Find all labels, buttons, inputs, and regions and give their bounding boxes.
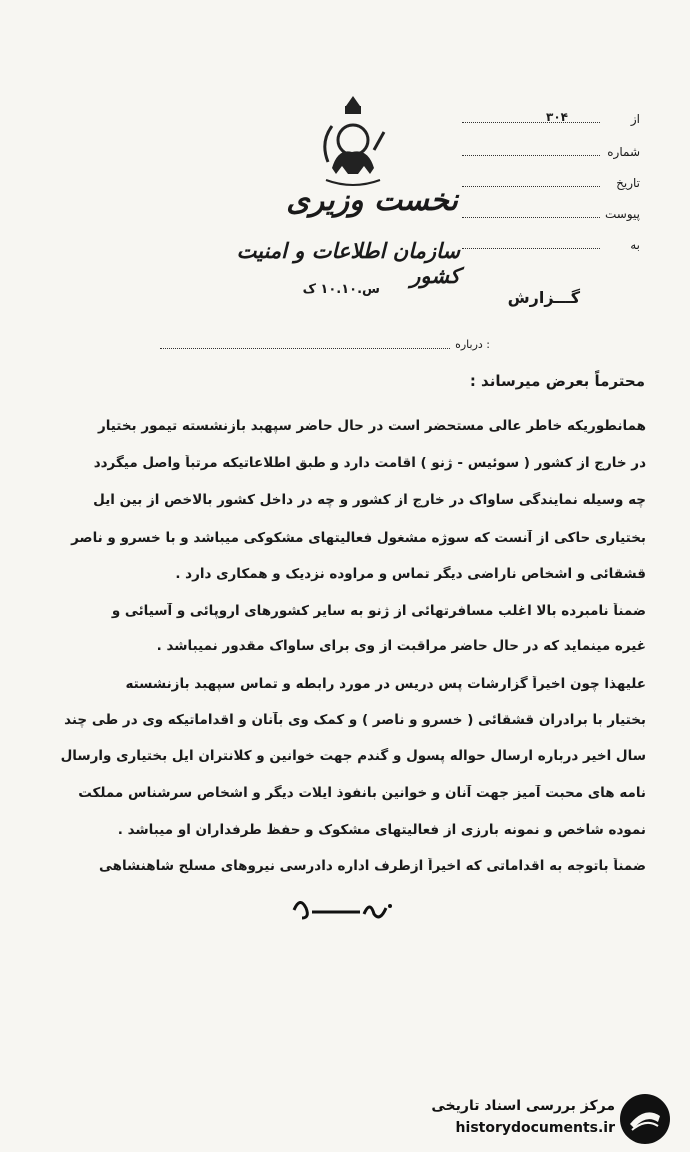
from-value: ۳۰۴ (546, 110, 568, 124)
archive-name: مرکز بررسی اسناد تاریخی (431, 1098, 615, 1114)
date-field (462, 176, 640, 194)
report-type: گـــزارش (507, 288, 580, 307)
from-label: از (630, 112, 640, 126)
body-line: غیره مینماید که در حال حاضر مراقبت از وی برای ساواک مقدور نمیباشد . (156, 638, 646, 654)
body-line: سال اخیر درباره ارسال حواله پسول و گندم جهت خوانین و کلانتران ایل بختیاری وارسال (60, 748, 646, 764)
lion-and-sun-emblem-icon (318, 92, 388, 192)
body-line: ضمناً نامبرده بالا اغلب مسافرتهائی از ژنو به سایر کشورهای اروپائی و آسیائی و (111, 603, 646, 619)
document-number: س.۱۰.۱۰ ک (302, 282, 380, 297)
body-line: چه وسیله نمایندگی ساواک در خارج از کشور و چه در داخل کشور بالاخص از بین ایل (93, 492, 646, 508)
signature (290, 888, 400, 928)
number-field (462, 145, 640, 163)
org-subtitle: سازمان اطلاعات و امنیت کشور (236, 238, 460, 288)
about-label: درباره : (455, 338, 490, 351)
body-line: نامه های محبت آمیز جهت آنان و خوانین بانفوذ ایلات دیگر و اشخاص سرشناس مملکت (78, 785, 646, 801)
attachment-label: پیوست (605, 207, 640, 221)
salutation: محترماً بعرض میرساند : (469, 372, 645, 390)
attachment-field (462, 207, 640, 225)
dotted-line (160, 348, 450, 349)
number-label: شماره (607, 145, 640, 159)
body-line: بختیاری حاکی از آنست که سوژه مشغول فعالیتهای مشکوکی میباشد و با خسرو و ناصر (71, 530, 646, 546)
date-label: تاریخ (616, 176, 640, 190)
body-line: در خارج از کشور ( سوئیس - ژنو ) اقامت دارد و طبق اطلاعاتیکه مرتباً واصل میگردد (93, 455, 646, 471)
dotted-line (462, 248, 600, 249)
archive-site: historydocuments.ir (455, 1120, 615, 1136)
dotted-line (462, 217, 600, 218)
body-line: بختیار با برادران قشقائی ( خسرو و ناصر ) و کمک وی بآنان و اقداماتیکه وی در طی چند (64, 712, 646, 728)
to-label: به (630, 238, 640, 252)
dotted-line (462, 155, 600, 156)
dotted-line (462, 122, 600, 123)
body-line: قشقائی و اشخاص ناراضی دیگر تماس و مراوده نزدیک و همکاری دارد . (175, 566, 646, 582)
body-line: علیهذا چون اخیراً گزارشات پس دریس در مورد رابطه و تماس سپهبد بازنشسته (125, 676, 646, 692)
body-line: ضمناً باتوجه به اقداماتی که اخیراً ازطرف اداره دادرسی نیروهای مسلح شاهنشاهی (98, 858, 646, 874)
dotted-line (462, 186, 600, 187)
from-field (462, 112, 640, 130)
about-field (160, 338, 490, 356)
body-line: نموده شاخص و نمونه بارزی از فعالیتهای مشکوک و حفظ طرفداران او میباشد . (117, 822, 646, 838)
org-title: نخست وزیری (286, 183, 458, 218)
to-field (462, 238, 640, 256)
archive-logo-icon (618, 1092, 672, 1146)
body-line: همانطوریکه خاطر عالی مستحضر است در حال حاضر سپهبد بازنشسته تیمور بختیار (97, 418, 646, 434)
